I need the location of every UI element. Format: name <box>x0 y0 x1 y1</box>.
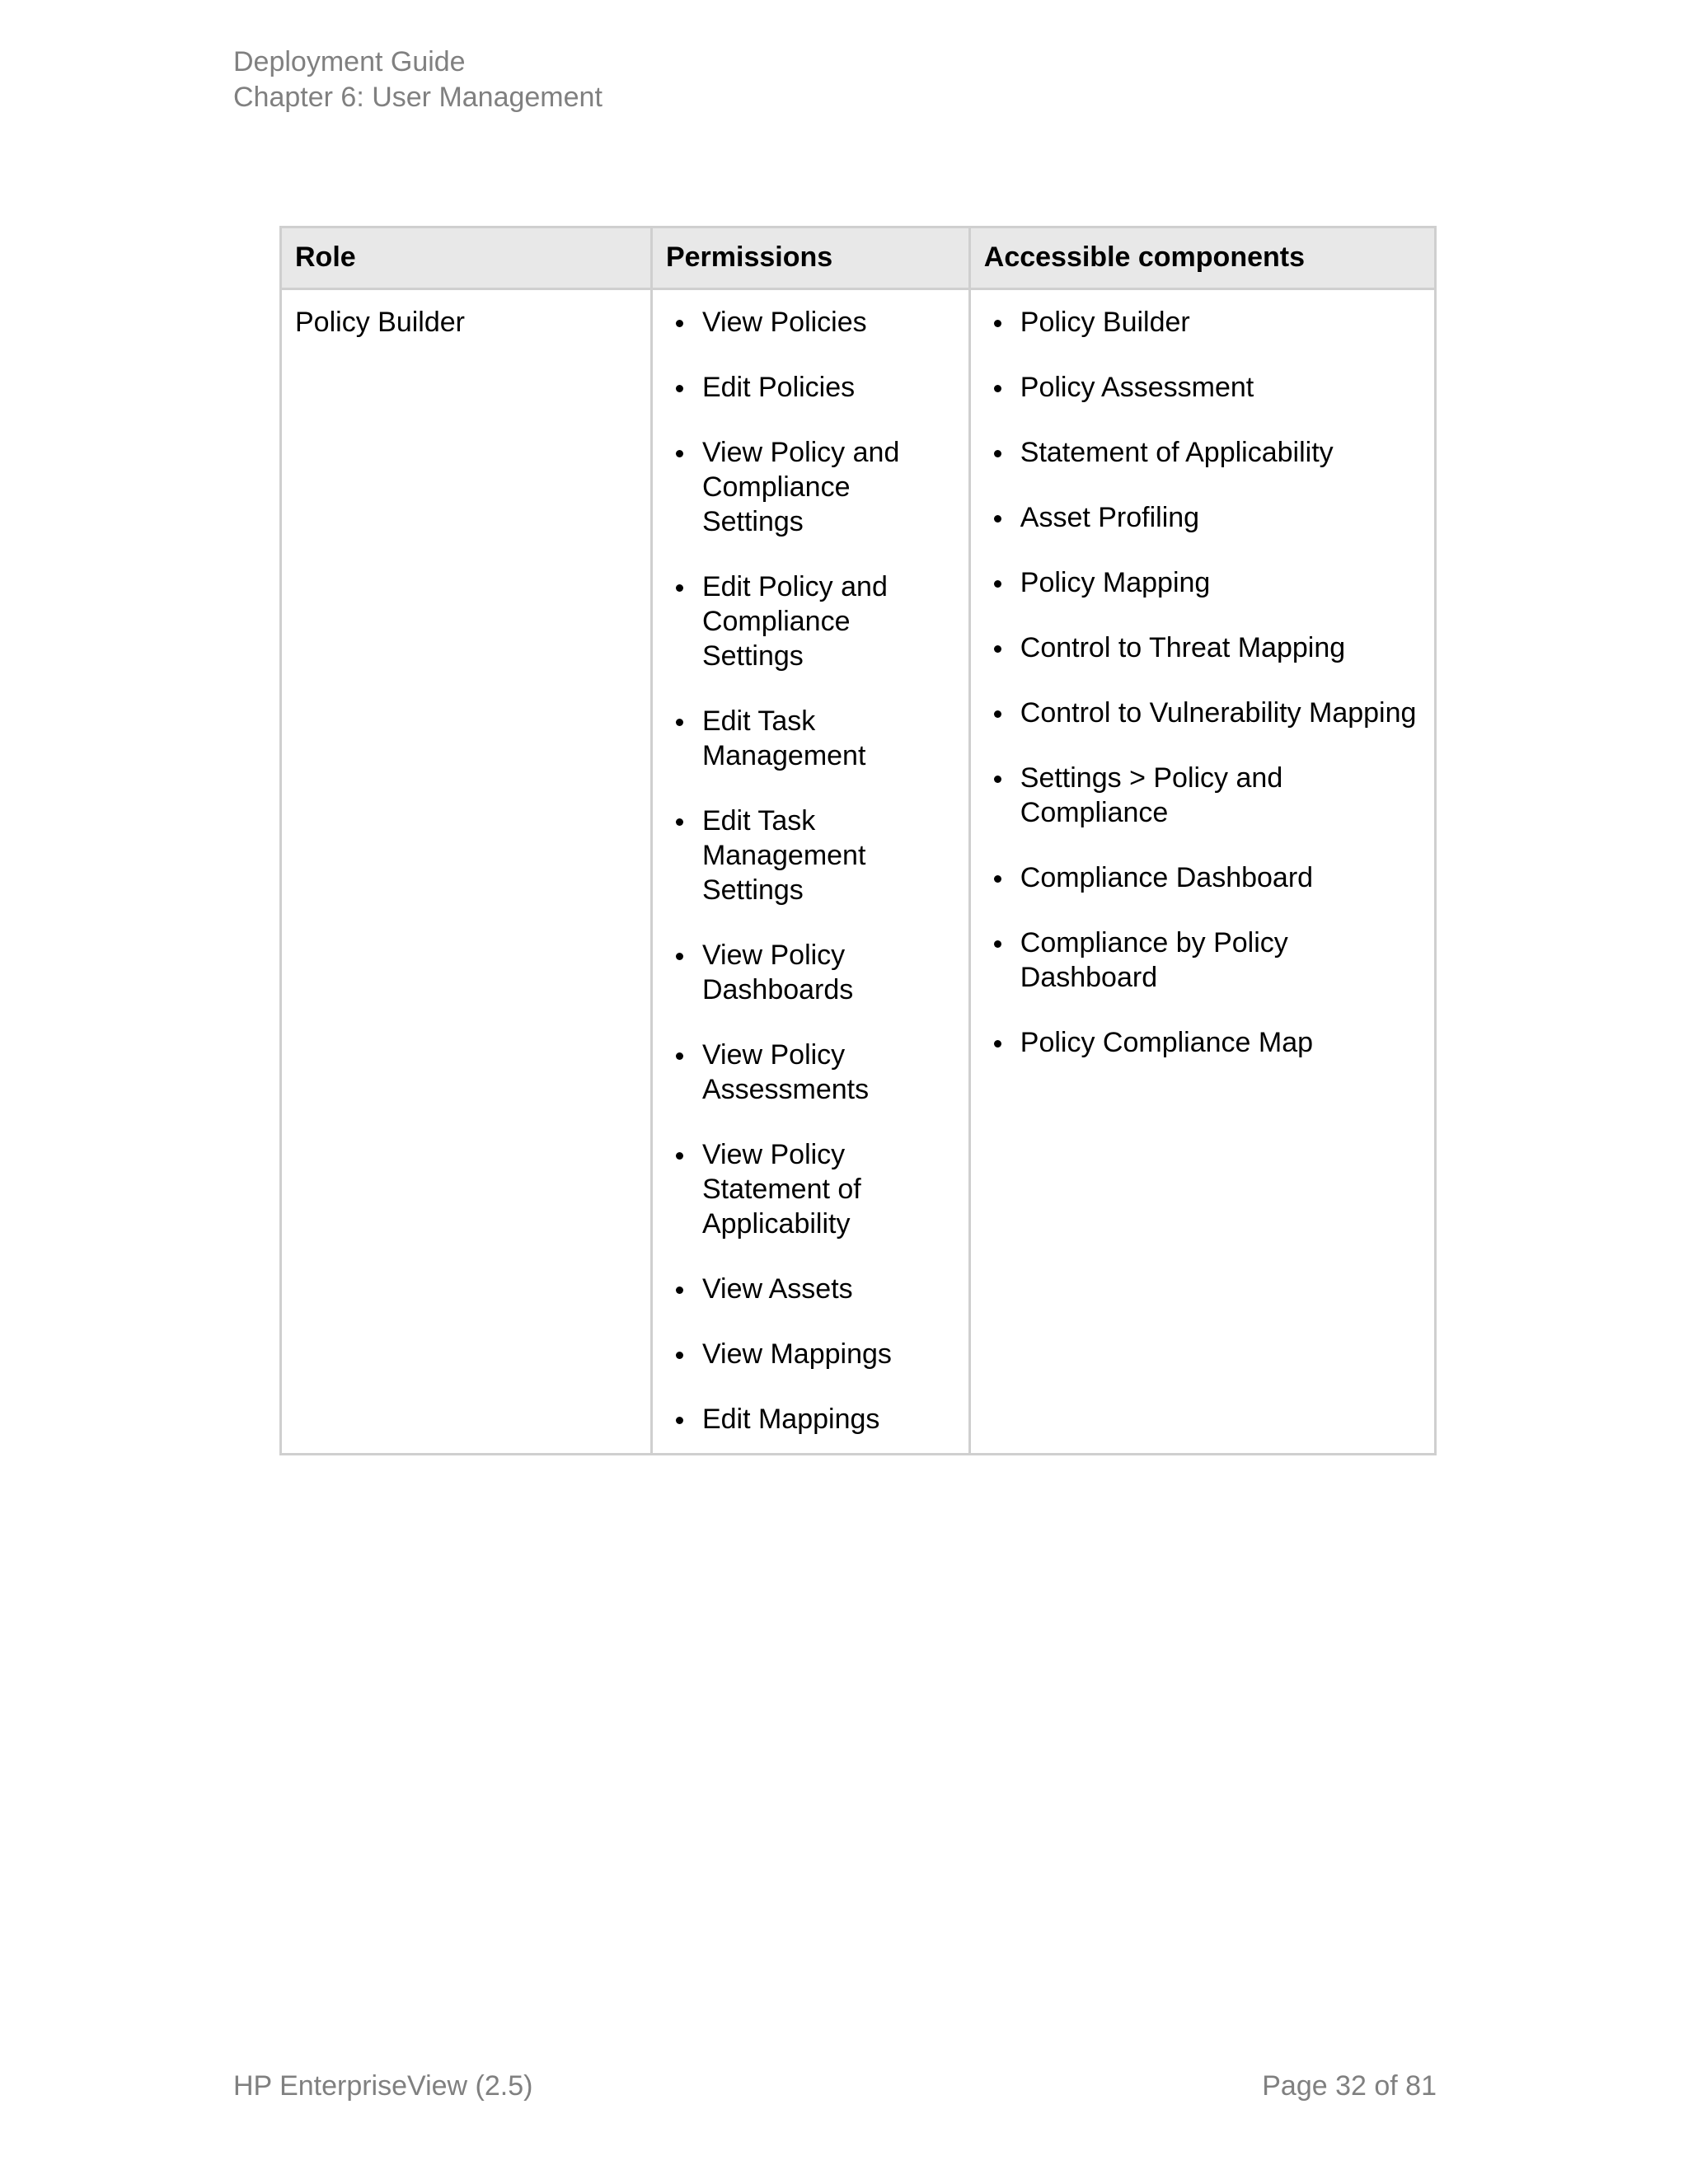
bullet-icon <box>994 385 1001 392</box>
column-header-role: Role <box>281 227 652 289</box>
bullet-icon <box>676 584 683 592</box>
bullet-icon <box>676 320 683 327</box>
column-header-permissions: Permissions <box>651 227 969 289</box>
chapter-title: Chapter 6: User Management <box>233 82 603 113</box>
bullet-icon <box>676 450 683 457</box>
list-item <box>666 704 955 773</box>
list-item <box>666 1137 955 1241</box>
bullet-icon <box>676 953 683 960</box>
components-list <box>984 305 1421 1060</box>
component-text: Statement of Applicability <box>1020 437 1334 468</box>
list-item <box>666 305 955 340</box>
bullet-icon <box>676 1152 683 1160</box>
list-item <box>984 435 1421 470</box>
components-cell <box>969 289 1435 1455</box>
bullet-icon <box>994 450 1001 457</box>
list-item <box>666 938 955 1007</box>
list-item <box>984 500 1421 535</box>
list-item <box>984 926 1421 995</box>
bullet-icon <box>994 580 1001 588</box>
roles-permissions-table <box>279 226 1437 1455</box>
permission-text: View Policy Assessments <box>701 1039 870 1105</box>
component-text: Control to Vulnerability Mapping <box>1020 697 1417 729</box>
bullet-icon <box>676 1052 683 1060</box>
component-text: Policy Mapping <box>1020 567 1211 598</box>
list-item <box>666 569 955 673</box>
bullet-icon <box>676 385 683 392</box>
list-item <box>666 1402 955 1436</box>
list-item <box>984 761 1421 830</box>
table-row <box>281 289 1436 1455</box>
table-header-row <box>281 227 1436 289</box>
component-text: Policy Assessment <box>1020 372 1254 403</box>
list-item <box>984 1025 1421 1060</box>
bullet-icon <box>994 320 1001 327</box>
bullet-icon <box>994 875 1001 883</box>
running-header <box>233 45 603 115</box>
bullet-icon <box>676 719 683 726</box>
bullet-icon <box>676 1352 683 1359</box>
column-header-accessible-components: Accessible components <box>969 227 1435 289</box>
component-text: Asset Profiling <box>1020 502 1200 533</box>
permission-text: View Policy and Compliance Settings <box>701 437 900 537</box>
component-text: Control to Threat Mapping <box>1020 632 1346 663</box>
permission-text: View Assets <box>701 1273 853 1305</box>
permissions-list <box>666 305 955 1436</box>
bullet-icon <box>994 1040 1001 1047</box>
footer-product: HP EnterpriseView (2.5) <box>233 2070 533 2102</box>
permission-text: Edit Task Management <box>701 705 866 771</box>
permission-text: Edit Policy and Compliance Settings <box>701 571 888 672</box>
footer-page-number: Page 32 of 81 <box>1262 2070 1437 2102</box>
component-text: Settings > Policy and Compliance <box>1020 762 1283 828</box>
bullet-icon <box>994 645 1001 653</box>
permission-text: View Policies <box>701 307 867 338</box>
bullet-icon <box>676 1417 683 1424</box>
bullet-icon <box>994 776 1001 783</box>
list-item <box>666 370 955 405</box>
list-item <box>666 435 955 539</box>
component-text: Policy Builder <box>1020 307 1190 338</box>
bullet-icon <box>676 818 683 826</box>
permission-text: Edit Task Management Settings <box>701 805 866 906</box>
list-item <box>666 1038 955 1107</box>
bullet-icon <box>994 515 1001 523</box>
list-item <box>666 1337 955 1371</box>
permission-text: Edit Mappings <box>701 1404 880 1435</box>
permission-text: View Mappings <box>701 1338 892 1370</box>
component-text: Policy Compliance Map <box>1020 1027 1314 1058</box>
component-text: Compliance by Policy Dashboard <box>1020 927 1288 993</box>
component-text: Compliance Dashboard <box>1020 862 1314 893</box>
list-item <box>984 305 1421 340</box>
list-item <box>984 860 1421 895</box>
list-item <box>984 630 1421 665</box>
permission-text: Edit Policies <box>701 372 856 403</box>
list-item <box>666 1272 955 1306</box>
bullet-icon <box>676 1286 683 1294</box>
permissions-cell <box>651 289 969 1455</box>
list-item <box>666 804 955 907</box>
list-item <box>984 370 1421 405</box>
bullet-icon <box>994 710 1001 718</box>
permission-text: View Policy Statement of Applicability <box>701 1139 861 1240</box>
list-item <box>984 696 1421 730</box>
permission-text: View Policy Dashboards <box>701 940 854 1005</box>
list-item <box>984 565 1421 600</box>
document-title: Deployment Guide <box>233 46 466 77</box>
role-cell: Policy Builder <box>281 289 652 1455</box>
bullet-icon <box>994 940 1001 948</box>
